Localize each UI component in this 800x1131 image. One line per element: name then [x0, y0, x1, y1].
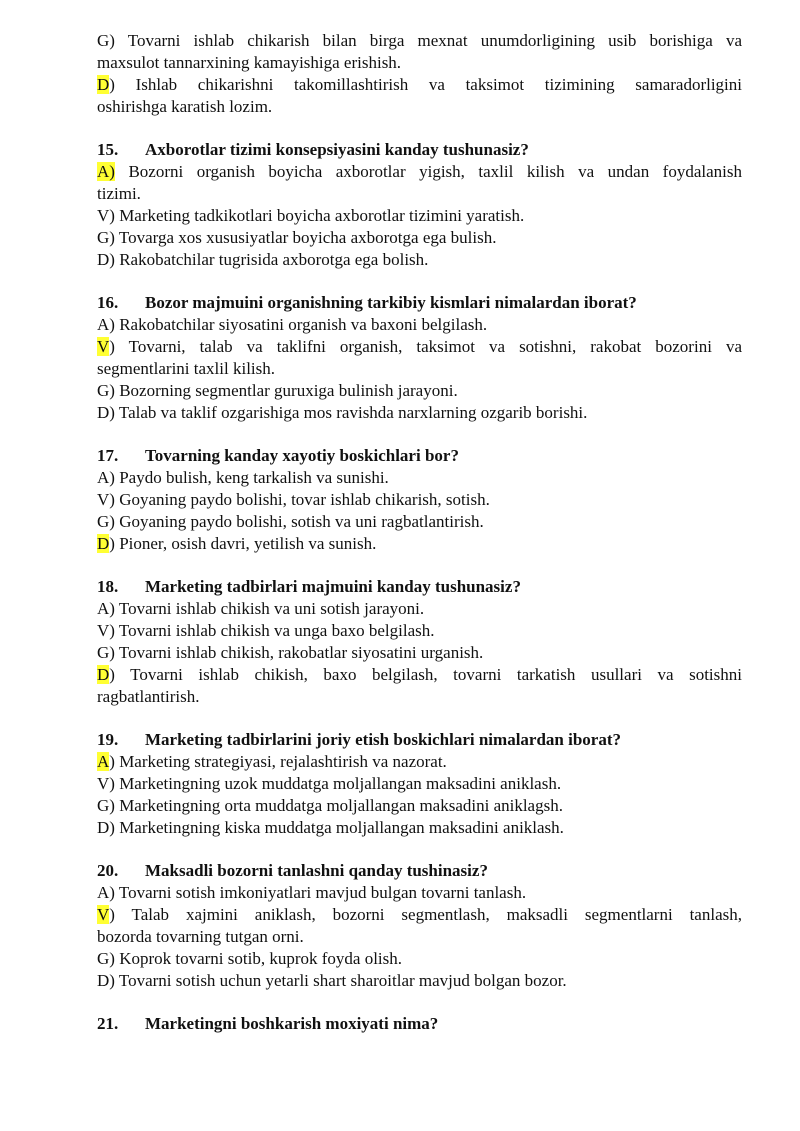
answer-a-line: A) Bozorni organish boyicha axborotlar yigish, taxlil kilish va undan foydalanish [97, 162, 742, 181]
answer-d: D) Talab va taklif ozgarishiga mos ravishda narxlarning ozgarib borishi. [97, 403, 588, 422]
answer-g: G) Marketingning orta muddatga moljallangan maksadini aniklagsh. [97, 796, 563, 815]
answer-v: V) Marketing tadkikotlari boyicha axborotlar tizimini yaratish. [97, 206, 525, 225]
correct-answer-marker: D [97, 75, 110, 94]
answer-d: D) Rakobatchilar tugrisida axborotga ega bolish. [97, 250, 429, 269]
answer-d: D) Pioner, osish davri, yetilish va sunish. [97, 534, 377, 553]
answer-v: V) Goyaning paydo bolishi, tovar ishlab chikarish, sotish. [97, 490, 490, 509]
question-18-title: 18. Marketing tadbirlari majmuini kanday tushunasiz? [97, 577, 521, 596]
correct-answer-marker: A [97, 752, 110, 771]
question-15-title: 15. Axborotlar tizimi konsepsiyasini kanday tushunasiz? [97, 140, 529, 159]
question-19-title: 19. Marketing tadbirlarini joriy etish boskichlari nimalardan iborat? [97, 730, 622, 749]
answer-g: G) Bozorning segmentlar guruxiga bulinish jarayoni. [97, 381, 458, 400]
question-16-title: 16. Bozor majmuini organishning tarkibiy kismlari nimalardan iborat? [97, 293, 637, 312]
answer-d-line: D) Ishlab chikarishni takomillashtirish va taksimot tizimining samaradorligini [97, 75, 742, 94]
answer-g: G) Goyaning paydo bolishi, sotish va uni ragbatlantirish. [97, 512, 484, 531]
answer-d: D) Marketingning kiska muddatga moljallangan maksadini aniklash. [97, 818, 564, 837]
question-17-title: 17. Tovarning kanday xayotiy boskichlari bor? [97, 446, 459, 465]
answer-v: V) Marketingning uzok muddatga moljallangan maksadini aniklash. [97, 774, 562, 793]
answer-g: G) Koprok tovarni sotib, kuprok foyda olish. [97, 949, 403, 968]
answer-a: A) Tovarni ishlab chikish va uni sotish jarayoni. [97, 599, 425, 618]
answer-d-line: oshirishga karatish lozim. [97, 97, 273, 116]
correct-answer-marker: V [97, 905, 110, 924]
answer-v: V) Tovarni ishlab chikish va unga baxo belgilash. [97, 621, 435, 640]
answer-v-line: V) Tovarni, talab va taklifni organish, taksimot va sotishni, rakobat bozorini va [97, 337, 742, 356]
answer-v-line: bozorda tovarning tutgan orni. [97, 927, 304, 946]
document-page [97, 30, 742, 1035]
answer-g: G) Tovarni ishlab chikish, rakobatlar siyosatini urganish. [97, 643, 484, 662]
answer-a: A) Rakobatchilar siyosatini organish va baxoni belgilash. [97, 315, 488, 334]
answer-v-line: segmentlarini taxlil kilish. [97, 359, 276, 378]
question-21-title: 21. Marketingni boshkarish moxiyati nima? [97, 1014, 439, 1033]
answer-a: A) Tovarni sotish imkoniyatlari mavjud bulgan tovarni tanlash. [97, 883, 527, 902]
correct-answer-marker: D [97, 534, 110, 553]
correct-answer-marker: D [97, 665, 110, 684]
answer-g-line: maxsulot tannarxining kamayishiga erishish. [97, 53, 402, 72]
answer-g-line: G) Tovarni ishlab chikarish bilan birga mexnat unumdorligining usib borishiga va [97, 31, 742, 50]
answer-g: G) Tovarga xos xususiyatlar boyicha axborotga ega bulish. [97, 228, 497, 247]
answer-d-line: ragbatlantirish. [97, 687, 200, 706]
answer-a: A) Marketing strategiyasi, rejalashtirish va nazorat. [97, 752, 447, 771]
answer-d-line: D) Tovarni ishlab chikish, baxo belgilash, tovarni tarkatish usullari va sotishni [97, 665, 742, 684]
correct-answer-marker: A) [97, 162, 115, 181]
answer-a-line: tizimi. [97, 184, 141, 203]
answer-a: A) Paydo bulish, keng tarkalish va sunishi. [97, 468, 389, 487]
answer-d: D) Tovarni sotish uchun yetarli shart sharoitlar mavjud bolgan bozor. [97, 971, 567, 990]
correct-answer-marker: V [97, 337, 110, 356]
answer-v-line: V) Talab xajmini aniklash, bozorni segmentlash, maksadli segmentlarni tanlash, [97, 905, 742, 924]
question-20-title: 20. Maksadli bozorni tanlashni qanday tushinasiz? [97, 861, 488, 880]
